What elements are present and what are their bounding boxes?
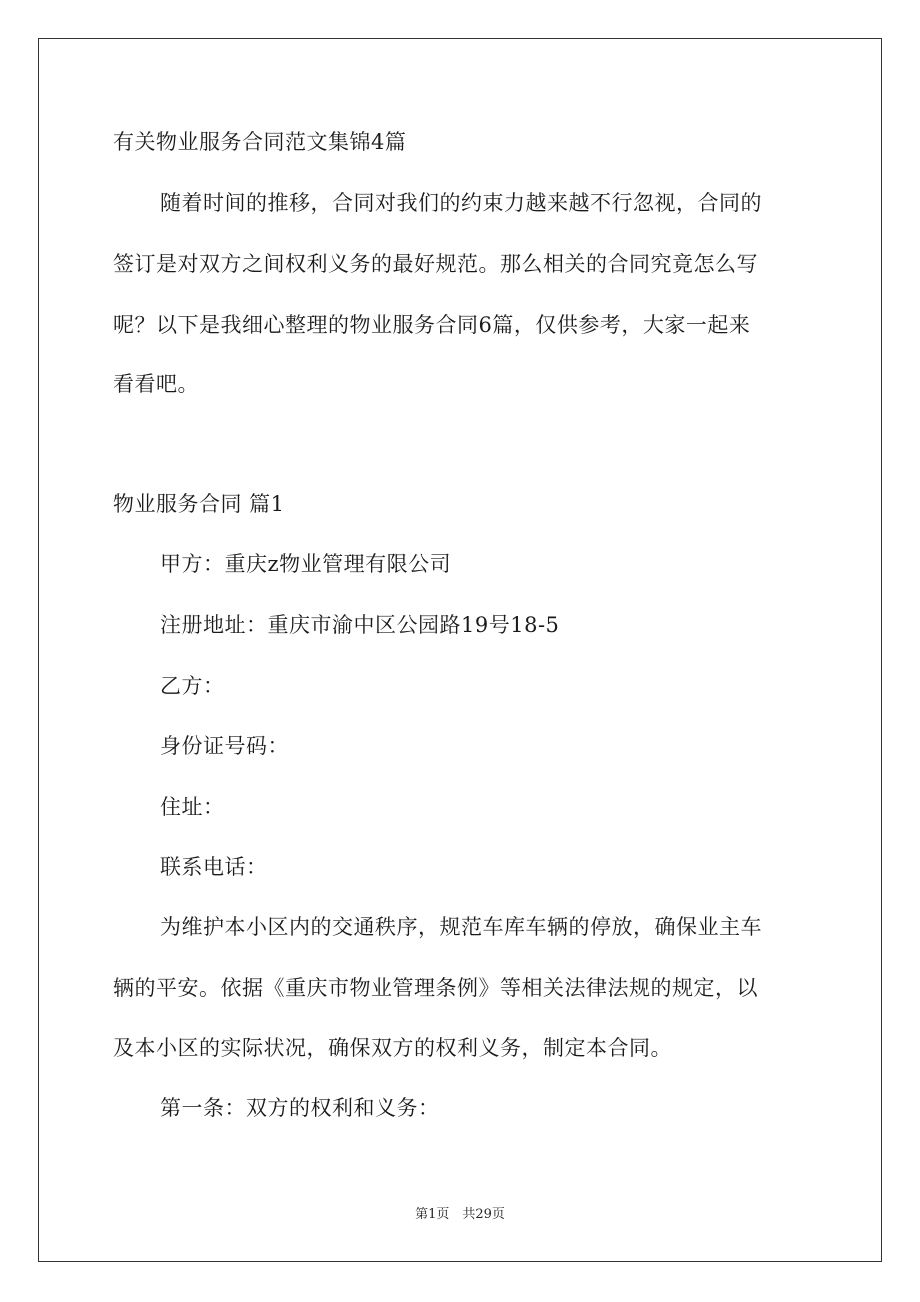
registered-address: 注册地址：重庆市渝中区公园路19号18-5 (160, 613, 560, 637)
document-title: 有关物业服务合同范文集锦4篇 (113, 130, 407, 154)
intro-line-3: 呢？以下是我细心整理的物业服务合同6篇，仅供参考，大家一起来 (113, 313, 751, 337)
phone: 联系电话： (160, 855, 268, 879)
body-line-2: 辆的平安。依据《重庆市物业管理条例》等相关法律法规的规定，以 (113, 976, 758, 1000)
article-one: 第一条：双方的权利和义务： (160, 1096, 440, 1120)
intro-line-4: 看看吧。 (113, 372, 199, 396)
body-line-1: 为维护本小区内的交通秩序，规范车库车辆的停放，确保业主车 (160, 915, 762, 939)
page-border (38, 38, 882, 1262)
id-number: 身份证号码： (160, 734, 289, 758)
party-a: 甲方：重庆z物业管理有限公司 (160, 552, 452, 576)
page-number: 第1页 共29页 (415, 1207, 505, 1222)
intro-line-2: 签订是对双方之间权利义务的最好规范。那么相关的合同究竟怎么写 (113, 252, 758, 276)
address: 住址： (160, 795, 225, 819)
body-line-3: 及本小区的实际状况，确保双方的权利义务，制定本合同。 (113, 1036, 672, 1060)
party-b: 乙方： (160, 674, 225, 698)
intro-line-1: 随着时间的推移，合同对我们的约束力越来越不行忽视，合同的 (160, 191, 762, 215)
section-heading: 物业服务合同 篇1 (113, 492, 285, 516)
